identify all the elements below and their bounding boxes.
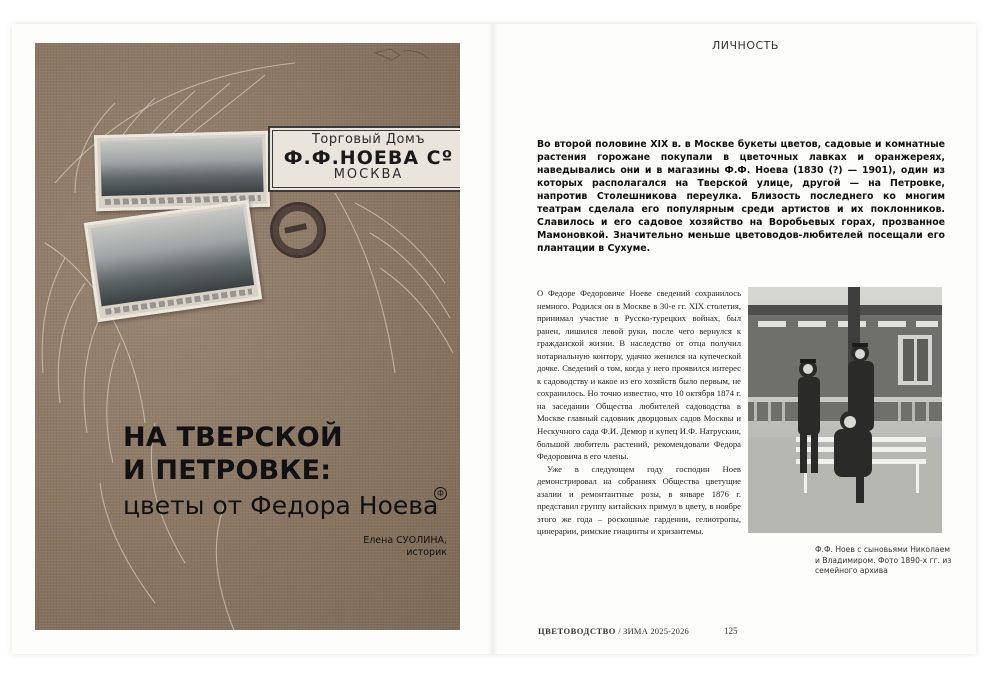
label-city-text: МОСКВА	[333, 167, 404, 182]
vintage-photo-card-garden	[94, 131, 270, 212]
section-label: ЛИЧНОСТЬ	[712, 39, 779, 52]
magazine-footer	[538, 626, 689, 636]
lead-paragraph: Во второй половине XIX в. в Москве букеты цветов, садовые и комнатные растения горожане покупали в цветочных лавках и оранжереях, наведывались они и в магазины Ф.Ф. Ноева (1830 (?) — 1901), один из которых располагался на Тверской улице, другой — на Петровке, напротив Столешникова переулка. Близость последнего ко многим театрам сделала его популярным среди артистов и их поклонников. Славилось и его садовое хозяйство на Воробьевых горах, прозванное Мамоновкой. Значительно меньше цветоводов-любителей посещали его плантации в Сухуме.	[537, 139, 945, 254]
caption-line-1: Ф.Ф. Ноев с сыновьями Николаем	[815, 545, 950, 554]
page-number: 125	[724, 626, 738, 636]
body-paragraph-2: Уже в следующем году господин Ноев демонстрировал на собраниях Общества цветущие азалии и ремонтантные розы, в январе 1876 г. представил группу китайских примул в цвету, в ноябре этого же года – роскошные гардении, гелиотропы, цинерарии, римские гиацинты и хризантемы.	[537, 463, 741, 537]
archive-photo-image	[748, 287, 942, 533]
title-subtitle: цветы от Федора Ноева	[123, 491, 439, 520]
archive-photo	[748, 287, 942, 533]
section-mark-icon: Ф	[434, 487, 447, 500]
garden-view-image	[100, 137, 263, 196]
caption-line-2: и Владимиром. Фото 1890-х гг. из	[815, 555, 952, 565]
cover-artwork	[35, 43, 460, 630]
caption-line-3: семейного архива	[815, 566, 888, 575]
article-title	[123, 421, 460, 523]
label-main-text: Ф.Ф.НОЕВА Сº	[283, 147, 454, 169]
author-byline	[325, 535, 447, 559]
body-paragraph-1: О Федоре Федоровиче Ноеве сведений сохранилось немного. Родился он в Москве в 30-е гг. XIX столетия, принимал участие в Русско-турецких войнах, был ранен, лишился левой руки, после чего вернулся к гражданской жизни. В наследство от отца получил нотариальную контору, удачно женился на купеческой дочке. Сведений о том, когда у него проявился интерес к садоводству и какое из его хозяйств было первым, не сохранилось. Но точно известно, что 10 октября 1874 г. на заседании Общества любителей садоводства в Москве главный садовник дворцовых садов Москвы и Нескучного сада Ф.И. Демюр и купец И.Ф. Натрускин, большой любитель растений, рекомендовали Федора Федоровича в его члены.	[537, 288, 741, 462]
trade-house-label	[268, 126, 460, 192]
title-line-2: И ПЕТРОВКЕ:	[123, 455, 332, 486]
magazine-issue: / ЗИМА 2025-2026	[615, 626, 689, 636]
author-name: Елена СУОЛИНА,	[363, 535, 447, 546]
photo-caption	[815, 545, 955, 577]
author-role: историк	[406, 547, 447, 558]
label-top-text: Торговый Домъ	[311, 132, 426, 147]
title-line-1: НА ТВЕРСКОЙ	[123, 422, 343, 453]
page-gutter	[488, 24, 498, 654]
body-column	[537, 287, 741, 538]
magazine-name: ЦВЕТОВОДСТВО	[538, 626, 616, 636]
